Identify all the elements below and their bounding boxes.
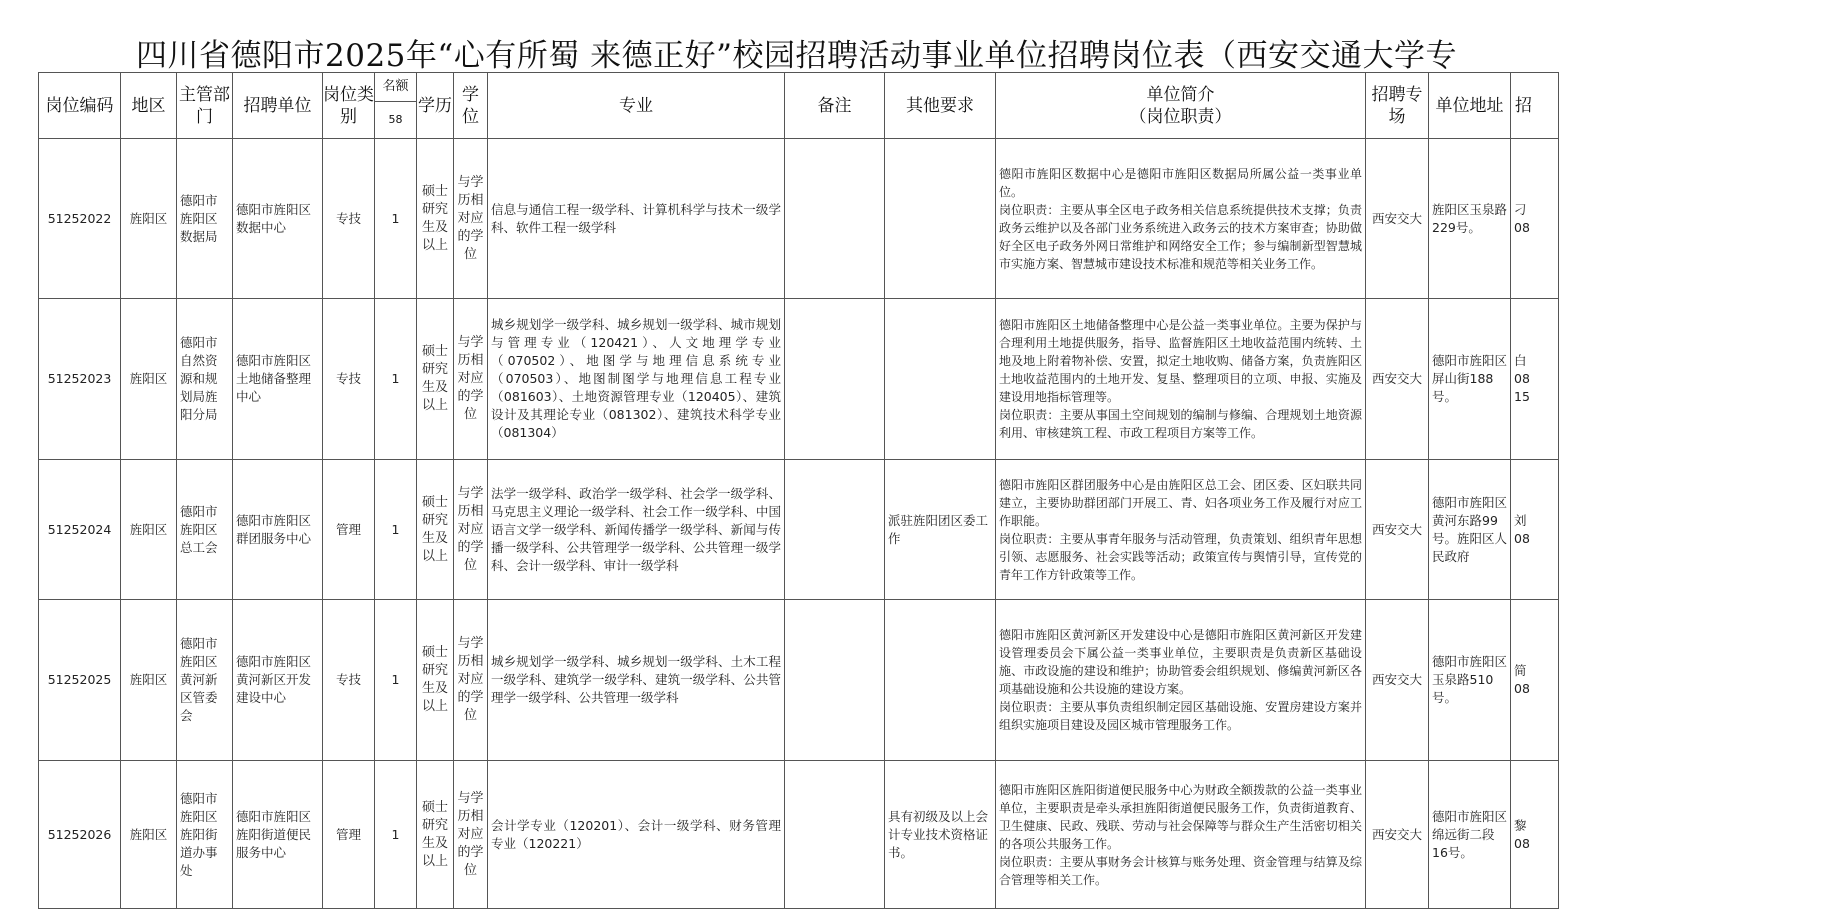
recruitment-table-wrapper bbox=[38, 72, 1532, 910]
header-contact: 招 bbox=[1511, 73, 1559, 139]
cell-category: 专技 bbox=[323, 139, 375, 299]
cell-category: 管理 bbox=[323, 761, 375, 909]
cell-major: 会计学专业（120201）、会计一级学科、财务管理专业（120221） bbox=[488, 761, 785, 909]
cell-dept: 德阳市旌阳区黄河新区管委会 bbox=[177, 600, 233, 761]
cell-remark bbox=[785, 600, 885, 761]
cell-address: 德阳市旌阳区屏山街188号。 bbox=[1429, 299, 1511, 460]
header-intro-sub: （岗位职责） bbox=[1129, 106, 1232, 127]
cell-region: 旌阳区 bbox=[121, 139, 177, 299]
cell-degree: 与学历相对应的学位 bbox=[454, 761, 488, 909]
cell-degree: 与学历相对应的学位 bbox=[454, 299, 488, 460]
cell-remark bbox=[785, 761, 885, 909]
cell-category: 专技 bbox=[323, 600, 375, 761]
cell-remark bbox=[785, 299, 885, 460]
header-row bbox=[39, 73, 1559, 139]
cell-education: 硕士研究生及以上 bbox=[417, 139, 454, 299]
cell-contact: 黎 08 bbox=[1511, 761, 1559, 909]
header-unit: 招聘单位 bbox=[233, 73, 323, 139]
cell-contact: 刘 08 bbox=[1511, 460, 1559, 600]
cell-unit: 德阳市旌阳区土地储备整理中心 bbox=[233, 299, 323, 460]
page-title: 四川省德阳市2025年“心有所蜀 来德正好”校园招聘活动事业单位招聘岗位表（西安交通大学专 bbox=[136, 38, 1457, 74]
header-address: 单位地址 bbox=[1429, 73, 1511, 139]
header-education: 学历 bbox=[417, 73, 454, 139]
cell-intro: 德阳市旌阳区群团服务中心是由旌阳区总工会、团区委、区妇联共同建立，主要协助群团部门开展工、青、妇各项业务工作及履行对应工作职能。 岗位职责：主要从事青年服务与活动管理，负责策划、组织青年思想引领、志愿服务、社会实践等活动；政策宣传与舆情引导，宣传党的青年工作方针政策等工作。 bbox=[996, 460, 1366, 600]
cell-intro: 德阳市旌阳区数据中心是德阳市旌阳区数据局所属公益一类事业单位。 岗位职责：主要从事全区电子政务相关信息系统提供技术支撑；负责政务云维护以及各部门业务系统进入政务云的技术方案审查；协助做好全区电子政务外网日常维护和网络安全工作；参与编制新型智慧城市实施方案、智慧城市建设技术标准和规范等相关业务工作。 bbox=[996, 139, 1366, 299]
cell-unit: 德阳市旌阳区数据中心 bbox=[233, 139, 323, 299]
header-intro bbox=[996, 73, 1366, 139]
cell-intro: 德阳市旌阳区黄河新区开发建设中心是德阳市旌阳区黄河新区开发建设管理委员会下属公益一类事业单位，主要职责是负责新区基础设施、市政设施的建设和维护；协助管委会组织规划、修编黄河新区各项基础设施和公共设施的建设方案。 岗位职责：主要从事负责组织制定园区基础设施、安置房建设方案并组织实施项目建设及园区城市管理服务工作。 bbox=[996, 600, 1366, 761]
cell-major: 城乡规划学一级学科、城乡规划一级学科、城市规划与管理专业（120421）、人文地理学专业（070502）、地图学与地理信息系统专业（070503）、地图制图学与地理信息工程专业（081603）、土地资源管理专业（120405）、建筑设计及其理论专业（081302）、建筑技术科学专业（081304） bbox=[488, 299, 785, 460]
header-code: 岗位编码 bbox=[39, 73, 121, 139]
cell-degree: 与学历相对应的学位 bbox=[454, 139, 488, 299]
cell-unit: 德阳市旌阳区黄河新区开发建设中心 bbox=[233, 600, 323, 761]
cell-degree: 与学历相对应的学位 bbox=[454, 600, 488, 761]
cell-education: 硕士研究生及以上 bbox=[417, 460, 454, 600]
cell-code: 51252025 bbox=[39, 600, 121, 761]
cell-venue: 西安交大 bbox=[1366, 299, 1429, 460]
cell-category: 专技 bbox=[323, 299, 375, 460]
cell-contact: 简 08 bbox=[1511, 600, 1559, 761]
header-major: 专业 bbox=[488, 73, 785, 139]
cell-venue: 西安交大 bbox=[1366, 761, 1429, 909]
cell-dept: 德阳市旌阳区旌阳街道办事处 bbox=[177, 761, 233, 909]
cell-address: 德阳市旌阳区绵远街二段16号。 bbox=[1429, 761, 1511, 909]
cell-other bbox=[885, 299, 996, 460]
table-row bbox=[39, 299, 1559, 460]
header-intro-label: 单位简介 bbox=[1146, 84, 1215, 105]
cell-quota: 1 bbox=[375, 761, 417, 909]
header-remark: 备注 bbox=[785, 73, 885, 139]
cell-venue: 西安交大 bbox=[1366, 139, 1429, 299]
cell-code: 51252026 bbox=[39, 761, 121, 909]
cell-address: 旌阳区玉泉路229号。 bbox=[1429, 139, 1511, 299]
table-row bbox=[39, 139, 1559, 299]
cell-major: 法学一级学科、政治学一级学科、社会学一级学科、马克思主义理论一级学科、社会工作一级学科、中国语言文学一级学科、新闻传播学一级学科、新闻与传播一级学科、公共管理学一级学科、公共管理一级学科、会计一级学科、审计一级学科 bbox=[488, 460, 785, 600]
cell-other bbox=[885, 600, 996, 761]
cell-intro: 德阳市旌阳区土地储备整理中心是公益一类事业单位。主要为保护与合理利用土地提供服务，指导、监督旌阳区土地收益范围内统转、土地及地上附着物补偿、安置，拟定土地收购、储备方案，负责旌阳区土地收益范围内的土地开发、复垦、整理项目的立项、申报、实施及建设用地指标管理等。 岗位职责：主要从事国土空间规划的编制与修编、合理规划土地资源利用、审核建筑工程、市政工程项目方案等工作。 bbox=[996, 299, 1366, 460]
cell-quota: 1 bbox=[375, 299, 417, 460]
cell-quota: 1 bbox=[375, 460, 417, 600]
cell-dept: 德阳市自然资源和规划局旌阳分局 bbox=[177, 299, 233, 460]
cell-other: 具有初级及以上会计专业技术资格证书。 bbox=[885, 761, 996, 909]
cell-quota: 1 bbox=[375, 600, 417, 761]
cell-intro: 德阳市旌阳区旌阳街道便民服务中心为财政全额拨款的公益一类事业单位，主要职责是牵头承担旌阳街道便民服务工作，负责街道教育、卫生健康、民政、残联、劳动与社会保障等与群众生产生活密切相关的各项公共服务工作。 岗位职责：主要从事财务会计核算与账务处理、资金管理与结算及综合管理等相关工作。 bbox=[996, 761, 1366, 909]
cell-unit: 德阳市旌阳区群团服务中心 bbox=[233, 460, 323, 600]
cell-remark bbox=[785, 139, 885, 299]
table-row bbox=[39, 460, 1559, 600]
cell-region: 旌阳区 bbox=[121, 761, 177, 909]
header-venue: 招聘专场 bbox=[1366, 73, 1429, 139]
cell-category: 管理 bbox=[323, 460, 375, 600]
header-other: 其他要求 bbox=[885, 73, 996, 139]
recruitment-table bbox=[38, 72, 1559, 909]
cell-region: 旌阳区 bbox=[121, 600, 177, 761]
cell-degree: 与学历相对应的学位 bbox=[454, 460, 488, 600]
header-dept: 主管部门 bbox=[177, 73, 233, 139]
cell-dept: 德阳市旌阳区总工会 bbox=[177, 460, 233, 600]
cell-contact: 白 08 15 bbox=[1511, 299, 1559, 460]
cell-address: 德阳市旌阳区黄河东路99号。旌阳区人民政府 bbox=[1429, 460, 1511, 600]
cell-other bbox=[885, 139, 996, 299]
cell-code: 51252023 bbox=[39, 299, 121, 460]
cell-major: 信息与通信工程一级学科、计算机科学与技术一级学科、软件工程一级学科 bbox=[488, 139, 785, 299]
cell-other: 派驻旌阳团区委工作 bbox=[885, 460, 996, 600]
cell-dept: 德阳市旌阳区数据局 bbox=[177, 139, 233, 299]
header-degree: 学位 bbox=[454, 73, 488, 139]
cell-venue: 西安交大 bbox=[1366, 600, 1429, 761]
cell-contact: 刁 08 bbox=[1511, 139, 1559, 299]
table-row bbox=[39, 600, 1559, 761]
table-row bbox=[39, 761, 1559, 909]
header-quota-label: 名额 bbox=[375, 73, 416, 102]
cell-region: 旌阳区 bbox=[121, 299, 177, 460]
header-quota bbox=[375, 73, 417, 139]
header-region: 地区 bbox=[121, 73, 177, 139]
cell-major: 城乡规划学一级学科、城乡规划一级学科、土木工程一级学科、建筑学一级学科、建筑一级学科、公共管理学一级学科、公共管理一级学科 bbox=[488, 600, 785, 761]
cell-code: 51252022 bbox=[39, 139, 121, 299]
cell-region: 旌阳区 bbox=[121, 460, 177, 600]
cell-code: 51252024 bbox=[39, 460, 121, 600]
cell-quota: 1 bbox=[375, 139, 417, 299]
cell-education: 硕士研究生及以上 bbox=[417, 761, 454, 909]
cell-unit: 德阳市旌阳区旌阳街道便民服务中心 bbox=[233, 761, 323, 909]
cell-education: 硕士研究生及以上 bbox=[417, 600, 454, 761]
cell-education: 硕士研究生及以上 bbox=[417, 299, 454, 460]
cell-address: 德阳市旌阳区玉泉路510号。 bbox=[1429, 600, 1511, 761]
header-quota-total: 58 bbox=[388, 113, 403, 126]
cell-venue: 西安交大 bbox=[1366, 460, 1429, 600]
cell-remark bbox=[785, 460, 885, 600]
header-category: 岗位类别 bbox=[323, 73, 375, 139]
